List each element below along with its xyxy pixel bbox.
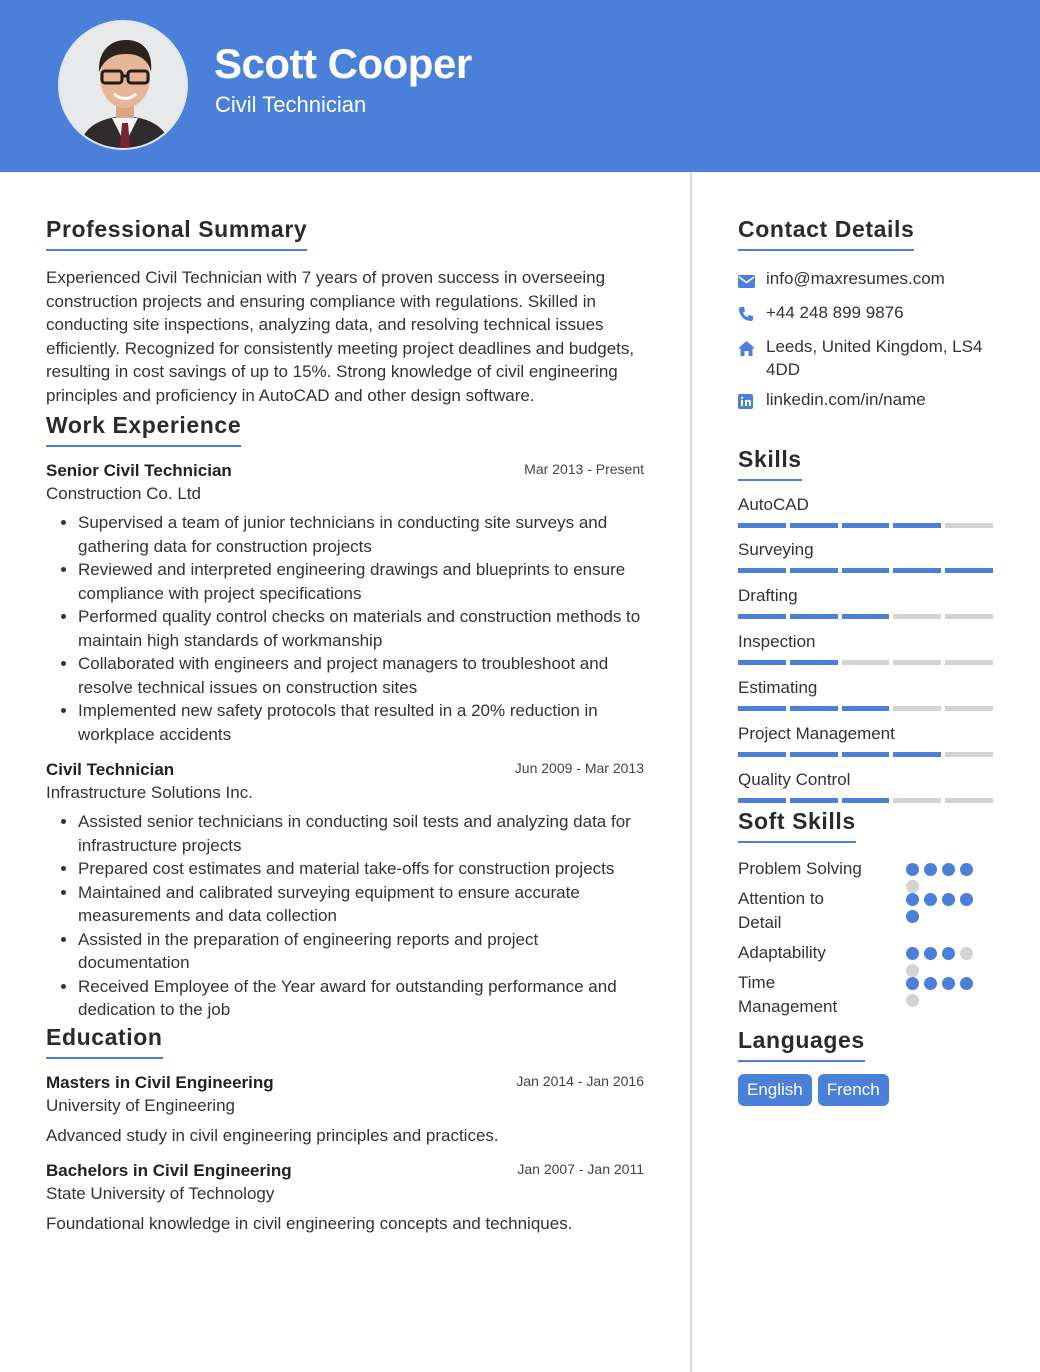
skill-level-bar [738, 752, 993, 757]
job-company: Construction Co. Ltd [46, 484, 201, 503]
skill-segment-empty [893, 798, 941, 803]
skill-segment-empty [945, 706, 993, 711]
column-divider [690, 172, 692, 1372]
skill-segment-empty [945, 798, 993, 803]
skill-item [738, 632, 998, 665]
soft-skill-name: Adaptability [738, 943, 826, 962]
candidate-name: Scott Cooper [214, 40, 472, 87]
skill-segment-filled [842, 798, 890, 803]
header-banner [0, 0, 1040, 172]
skill-segment-filled [738, 798, 786, 803]
skill-level-bar [738, 523, 993, 528]
skill-segment-filled [790, 752, 838, 757]
rating-dot-filled [924, 863, 937, 876]
rating-dot-filled [960, 977, 973, 990]
skill-name: Surveying [738, 540, 814, 559]
skill-segment-filled [790, 614, 838, 619]
skill-segment-empty [893, 660, 941, 665]
job-title: Senior Civil Technician [46, 461, 232, 480]
rating-dot-filled [906, 977, 919, 990]
skills-section [738, 446, 998, 803]
linkedin-icon [738, 388, 766, 415]
skill-segment-filled [842, 752, 890, 757]
job-company: Infrastructure Solutions Inc. [46, 783, 253, 802]
education-entry [46, 1161, 646, 1234]
contact-address-text: Leeds, United Kingdom, LS4 4DD [766, 337, 983, 379]
soft-skill-item [738, 971, 998, 1019]
envelope-icon [738, 267, 766, 294]
skill-item [738, 586, 998, 619]
languages-section [738, 1027, 998, 1106]
skill-segment-filled [893, 523, 941, 528]
soft-skill-dots [906, 893, 978, 923]
soft-skill-name: Problem Solving [738, 859, 862, 878]
skill-item [738, 678, 998, 711]
skill-item [738, 770, 998, 803]
skill-segment-filled [790, 523, 838, 528]
job-bullet: • Performed quality control checks on materials and construction methods to maintain high standards of workmanship [78, 605, 646, 652]
skill-item [738, 495, 998, 528]
soft-skills-section [738, 808, 998, 1019]
skill-level-bar [738, 706, 993, 711]
degree-title: Bachelors in Civil Engineering [46, 1160, 292, 1180]
job-bullet: • Collaborated with engineers and project managers to troubleshoot and resolve technical issues on construction sites [78, 652, 646, 699]
soft-skill-item [738, 887, 998, 935]
skill-segment-filled [893, 752, 941, 757]
skill-segment-filled [945, 568, 993, 573]
job-date: Jun 2009 - Mar 2013 [514, 760, 644, 776]
job-bullet: • Reviewed and interpreted engineering drawings and blueprints to ensure compliance with project specifications [78, 558, 646, 605]
contact-email-text: info@maxresumes.com [766, 269, 945, 288]
job-entry [46, 461, 646, 746]
skill-segment-empty [945, 660, 993, 665]
skill-segment-filled [790, 660, 838, 665]
rating-dot-empty [960, 947, 973, 960]
skill-segment-filled [738, 706, 786, 711]
skill-segment-filled [738, 660, 786, 665]
education-entry [46, 1073, 646, 1146]
job-entry [46, 760, 646, 1022]
rating-dot-filled [906, 863, 919, 876]
education-description: Foundational knowledge in civil engineering concepts and techniques. [46, 1213, 573, 1233]
skill-segment-filled [738, 568, 786, 573]
soft-skills-heading: Soft Skills [738, 808, 856, 843]
rating-dot-filled [924, 977, 937, 990]
summary-text: Experienced Civil Technician with 7 years of proven success in overseeing construction projects and ensuring compliance with regulations. Skilled in conducting site inspections, analyzing data, and resolving technical issues efficiently. Recognized for consistently meeting project deadlines and budgets, resulting in cost savings of up to 15%. Strong knowledge of civil engineering principles and proficiency in AutoCAD and other design software. [46, 268, 635, 405]
education-section [46, 1024, 646, 1234]
soft-skill-name: Attention to Detail [738, 889, 825, 932]
rating-dot-filled [924, 893, 937, 906]
rating-dot-filled [960, 863, 973, 876]
skill-item [738, 540, 998, 573]
skill-segment-filled [842, 568, 890, 573]
soft-skill-item [738, 857, 998, 881]
skill-name: Inspection [738, 632, 816, 651]
rating-dot-filled [942, 947, 955, 960]
contact-linkedin-text: linkedin.com/in/name [766, 390, 926, 409]
skill-level-bar [738, 660, 993, 665]
skill-name: Project Management [738, 724, 895, 743]
avatar [58, 20, 188, 150]
language-badge: French [818, 1074, 889, 1106]
main-column [46, 172, 646, 1234]
degree-title: Masters in Civil Engineering [46, 1072, 274, 1092]
skill-segment-filled [738, 523, 786, 528]
job-bullet: • Assisted senior technicians in conducting soil tests and analyzing data for infrastructure projects [78, 810, 646, 857]
skill-segment-filled [738, 614, 786, 619]
rating-dot-filled [942, 977, 955, 990]
skill-segment-empty [945, 523, 993, 528]
skill-item [738, 724, 998, 757]
summary-section [46, 216, 646, 407]
job-bullet: • Supervised a team of junior technicians in conducting site surveys and gathering data for construction projects [78, 511, 646, 558]
rating-dot-filled [924, 947, 937, 960]
skill-name: Estimating [738, 678, 818, 697]
skill-segment-filled [842, 614, 890, 619]
contact-linkedin[interactable] [738, 388, 998, 415]
job-bullet: • Implemented new safety protocols that resulted in a 20% reduction in workplace accidents [78, 699, 646, 746]
home-icon [738, 335, 766, 362]
skills-list [738, 495, 998, 803]
experience-section [46, 412, 646, 1022]
job-title: Civil Technician [46, 760, 175, 779]
skill-segment-filled [842, 523, 890, 528]
soft-skill-item [738, 941, 998, 965]
skill-segment-empty [842, 660, 890, 665]
rating-dot-filled [942, 863, 955, 876]
education-date: Jan 2007 - Jan 2011 [517, 1160, 644, 1177]
skill-name: Drafting [738, 586, 798, 605]
job-date: Mar 2013 - Present [524, 461, 644, 477]
rating-dot-empty [906, 994, 919, 1007]
candidate-title: Civil Technician [215, 92, 367, 117]
skill-segment-filled [790, 706, 838, 711]
soft-skill-dots [906, 977, 978, 1007]
education-date: Jan 2014 - Jan 2016 [516, 1072, 644, 1089]
skill-segment-empty [945, 752, 993, 757]
job-bullets [46, 511, 646, 746]
job-bullet: • Maintained and calibrated surveying equipment to ensure accurate measurements and data collection [78, 881, 646, 928]
rating-dot-filled [906, 947, 919, 960]
skill-segment-filled [893, 568, 941, 573]
profile-photo [60, 22, 188, 150]
soft-skill-name: Time Management [738, 973, 838, 1016]
skill-name: Quality Control [738, 770, 851, 789]
languages-heading: Languages [738, 1027, 865, 1062]
skill-level-bar [738, 798, 993, 803]
job-bullet: • Assisted in the preparation of engineering reports and project documentation [78, 928, 646, 975]
skill-name: AutoCAD [738, 495, 809, 514]
language-badge: English [738, 1074, 812, 1106]
skill-segment-empty [945, 614, 993, 619]
contact-heading: Contact Details [738, 216, 914, 251]
phone-icon [738, 301, 766, 328]
skill-segment-filled [842, 706, 890, 711]
school-name: State University of Technology [46, 1183, 275, 1203]
job-bullets [46, 810, 646, 1022]
rating-dot-filled [906, 893, 919, 906]
contact-phone[interactable] [738, 301, 998, 328]
contact-section [738, 216, 998, 415]
rating-dot-filled [960, 893, 973, 906]
side-column [738, 172, 998, 1106]
skill-level-bar [738, 614, 993, 619]
contact-email[interactable] [738, 267, 998, 294]
skills-heading: Skills [738, 446, 802, 481]
education-description: Advanced study in civil engineering principles and practices. [46, 1125, 499, 1145]
experience-heading: Work Experience [46, 412, 241, 447]
job-bullet: • Received Employee of the Year award for outstanding performance and dedication to the job [78, 975, 646, 1022]
skill-segment-filled [790, 798, 838, 803]
skill-level-bar [738, 568, 993, 573]
skill-segment-filled [738, 752, 786, 757]
skill-segment-filled [790, 568, 838, 573]
contact-address [738, 335, 998, 381]
school-name: University of Engineering [46, 1095, 235, 1115]
rating-dot-filled [906, 910, 919, 923]
skill-segment-empty [893, 614, 941, 619]
summary-heading: Professional Summary [46, 216, 307, 251]
job-bullet: • Prepared cost estimates and material take-offs for construction projects [78, 857, 646, 881]
skill-segment-empty [893, 706, 941, 711]
rating-dot-filled [942, 893, 955, 906]
education-heading: Education [46, 1024, 163, 1059]
contact-phone-text: +44 248 899 9876 [766, 303, 904, 322]
